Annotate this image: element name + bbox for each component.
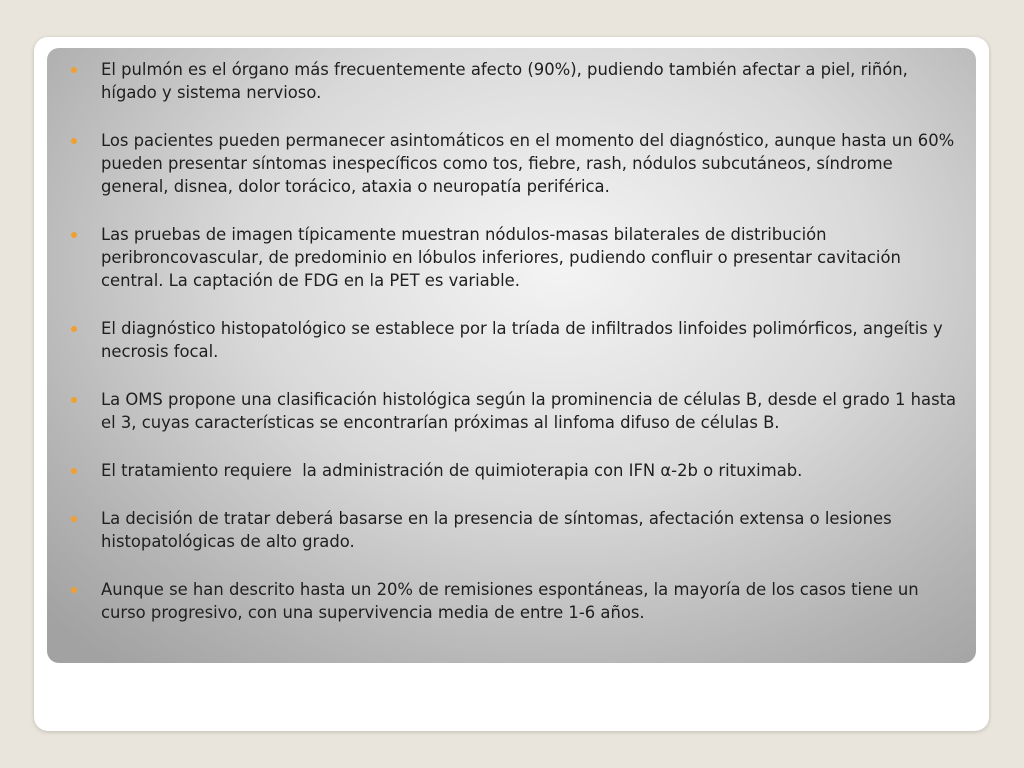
bullet-text: El tratamiento requiere la administración de quimioterapia con IFN α-2b o rituximab. [101, 461, 803, 480]
bullet-dot-icon [71, 67, 77, 73]
bullet-dot-icon [71, 516, 77, 522]
bullet-dot-icon [71, 397, 77, 403]
list-item [70, 129, 965, 198]
list-item [70, 388, 965, 434]
bullet-text: Las pruebas de imagen típicamente muestran nódulos-masas bilaterales de distribución peribroncovascular, de predominio en lóbulos inferiores, pudiendo confluir o presentar cavitación central. La captación de FDG en la PET es variable. [101, 225, 901, 290]
bullet-text: La OMS propone una clasificación histológica según la prominencia de células B, desde el grado 1 hasta el 3, cuyas características se encontrarían próximas al linfoma difuso de células B. [101, 390, 957, 432]
list-item [70, 58, 965, 104]
list-item [70, 507, 965, 553]
bullet-text: La decisión de tratar deberá basarse en la presencia de síntomas, afectación extensa o lesiones histopatológicas de alto grado. [101, 509, 892, 551]
list-item [70, 578, 965, 624]
bullet-text: El diagnóstico histopatológico se establece por la tríada de infiltrados linfoides polimórficos, angeítis y necrosis focal. [101, 319, 943, 361]
bullet-dot-icon [71, 326, 77, 332]
list-item [70, 317, 965, 363]
list-item [70, 459, 965, 482]
bullet-dot-icon [71, 468, 77, 474]
bullet-dot-icon [71, 587, 77, 593]
bullet-text: El pulmón es el órgano más frecuentemente afecto (90%), pudiendo también afectar a piel, riñón, hígado y sistema nervioso. [101, 60, 908, 102]
bullet-text: Los pacientes pueden permanecer asintomáticos en el momento del diagnóstico, aunque hasta un 60% pueden presentar síntomas inespecíficos como tos, fiebre, rash, nódulos subcutáneos, síndrome general, disnea, dolor torácico, ataxia o neuropatía periférica. [101, 131, 955, 196]
bullet-list [70, 58, 965, 649]
bullet-text: Aunque se han descrito hasta un 20% de remisiones espontáneas, la mayoría de los casos tiene un curso progresivo, con una supervivencia media de entre 1-6 años. [101, 580, 919, 622]
list-item [70, 223, 965, 292]
bullet-dot-icon [71, 138, 77, 144]
bullet-dot-icon [71, 232, 77, 238]
